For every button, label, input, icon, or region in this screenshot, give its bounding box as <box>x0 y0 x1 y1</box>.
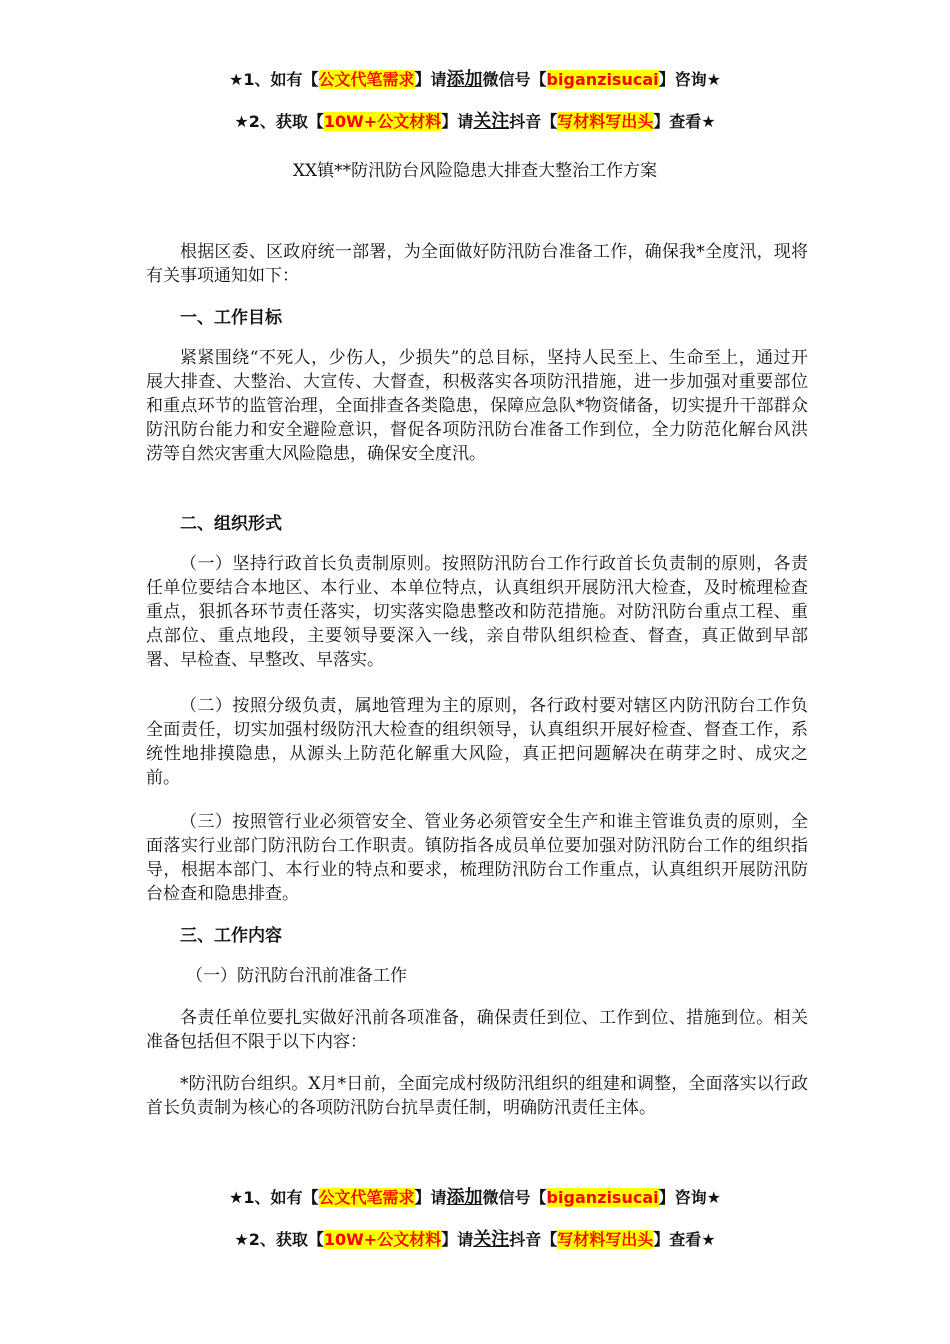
section-2-paragraph-2 <box>146 694 808 790</box>
section-3-paragraph-1 <box>146 1006 808 1054</box>
intro-text: 根据区委、区政府统一部署，为全面做好防汛防台准备工作，确保我*全度汛，现将有关事项通知如下： <box>146 242 808 286</box>
promo-text: 】请 <box>414 70 447 89</box>
promo-underline: 添加 <box>446 69 483 90</box>
promo-text: 】请 <box>414 1188 447 1207</box>
promo-text: 】请 <box>441 1230 474 1249</box>
promo-text: ★2、获取【 <box>234 1230 324 1249</box>
promo-wechat-id: biganzisucai <box>546 1188 659 1207</box>
promo-underline: 关注 <box>473 111 510 132</box>
promo-wechat-id: biganzisucai <box>546 70 659 89</box>
promo-text: 微信号【 <box>482 70 547 89</box>
promo-underline: 关注 <box>473 1229 510 1250</box>
section-2-text-3: （三）按照管行业必须管安全、管业务必须管安全生产和谁主管谁负责的原则，全面落实行业部门防汛防台工作职责。镇防指各成员单位要加强对防汛防台工作的组织指导，根据本部门、本行业的特点和要求，梳理防汛防台工作重点，认真组织开展防汛防台检查和隐患排查。 <box>146 812 808 904</box>
section-2-paragraph-3 <box>146 810 808 906</box>
section-1-text: 紧紧围绕“不死人，少伤人，少损失”的总目标，坚持人民至上、生命至上，通过开展大排查、大整治、大宣传、大督查，积极落实各项防汛措施，进一步加强对重要部位和重点环节的监管治理，全面排查各类隐患，保障应急队*物资储备，切实提升干部群众防汛防台能力和安全避险意识，督促各项防汛防台准备工作到位，全力防范化解台风洪涝等自然灾害重大风险隐患，确保安全度汛。 <box>146 348 808 464</box>
promo-highlight: 10W+公文材料 <box>323 112 442 131</box>
section-3-heading: 三、工作内容 <box>180 926 282 946</box>
promo-text: 】查看★ <box>653 1230 716 1249</box>
document-title: XX镇**防汛防台风险隐患大排查大整治工作方案 <box>292 161 658 181</box>
section-3-subheading: （一）防汛防台汛前准备工作 <box>186 966 407 986</box>
promo-text: 】请 <box>441 112 474 131</box>
section-3-paragraph-2 <box>146 1072 808 1120</box>
promo-text: 抖音【 <box>509 112 558 131</box>
promo-line-2-bottom <box>0 1228 950 1252</box>
section-2-heading: 二、组织形式 <box>180 514 282 534</box>
promo-text: 抖音【 <box>509 1230 558 1249</box>
section-2-paragraph-1 <box>146 552 808 672</box>
section-2-text-2: （二）按照分级负责，属地管理为主的原则，各行政村要对辖区内防汛防台工作负全面责任，切实加强村级防汛大检查的组织领导，认真组织开展好检查、督查工作，系统性地排摸隐患，从源头上防范化解重大风险，真正把问题解决在萌芽之时、成灾之前。 <box>146 696 808 788</box>
promo-text: ★2、获取【 <box>234 112 324 131</box>
section-3-text-2: *防汛防台组织。X月*日前，全面完成村级防汛组织的组建和调整，全面落实以行政首长负责制为核心的各项防汛防台抗旱责任制，明确防汛责任主体。 <box>146 1074 808 1118</box>
promo-text: 】咨询★ <box>658 1188 721 1207</box>
promo-highlight: 公文代笔需求 <box>318 1188 415 1207</box>
promo-douyin-id: 写材料写出头 <box>557 112 654 131</box>
promo-text: 微信号【 <box>482 1188 547 1207</box>
promo-line-1-bottom <box>0 1186 950 1210</box>
section-2-text-1: （一）坚持行政首长负责制原则。按照防汛防台工作行政首长负责制的原则，各责任单位要结合本地区、本行业、本单位特点，认真组织开展防汛大检查，及时梳理检查重点，狠抓各环节责任落实，切实落实隐患整改和防范措施。对防汛防台重点工程、重点部位、重点地段，主要领导要深入一线，亲自带队组织检查、督查，真正做到早部署、早检查、早整改、早落实。 <box>146 554 808 670</box>
promo-text: ★1、如有【 <box>229 70 319 89</box>
intro-paragraph <box>146 240 808 288</box>
promo-text: 】查看★ <box>653 112 716 131</box>
promo-text: 】咨询★ <box>658 70 721 89</box>
promo-highlight: 10W+公文材料 <box>323 1230 442 1249</box>
section-1-heading: 一、工作目标 <box>180 308 282 328</box>
promo-underline: 添加 <box>446 1187 483 1208</box>
promo-douyin-id: 写材料写出头 <box>557 1230 654 1249</box>
promo-line-1-top <box>0 68 950 92</box>
section-1-paragraph <box>146 346 808 466</box>
section-3-text-1: 各责任单位要扎实做好汛前各项准备，确保责任到位、工作到位、措施到位。相关准备包括但不限于以下内容： <box>146 1008 808 1052</box>
promo-text: ★1、如有【 <box>229 1188 319 1207</box>
promo-highlight: 公文代笔需求 <box>318 70 415 89</box>
promo-line-2-top <box>0 110 950 134</box>
